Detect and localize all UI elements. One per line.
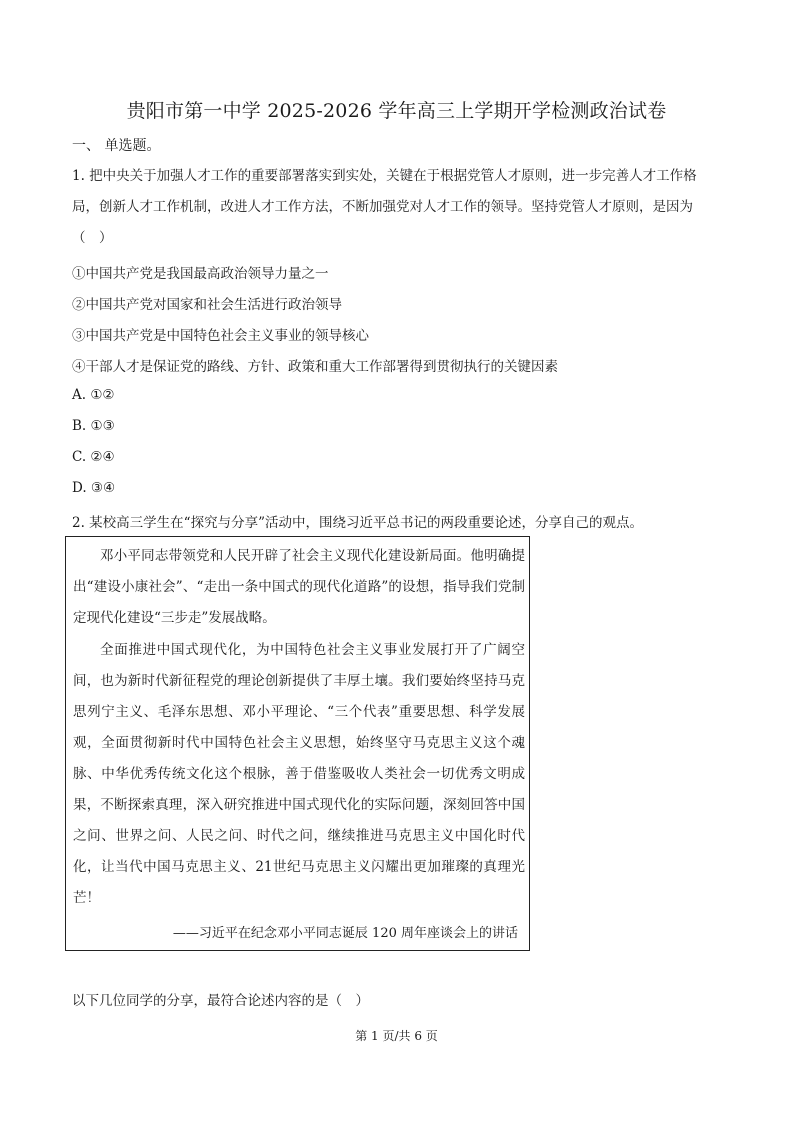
quotation-paragraph-1: 邓小平同志带领党和人民开辟了社会主义现代化建设新局面。他明确提出“建设小康社会”、“走出一条中国式的现代化道路”的设想，指导我们党制定现代化建设“三步走”发展战略。	[73, 548, 525, 626]
quotation-source: ——习近平在纪念邓小平同志诞辰 120 周年座谈会上的讲话	[172, 926, 518, 941]
page-title: 贵阳市第一中学 2025-2026 学年高三上学期开学检测政治试卷	[126, 100, 667, 122]
question-2-followup: 以下几位同学的分享，最符合论述内容的是（ ）	[72, 993, 369, 1009]
quotation-paragraph-2: 全面推进中国式现代化，为中国特色社会主义事业发展打开了广阔空间，也为新时代新征程党的理论创新提供了丰厚土壤。我们要始终坚持马克思列宁主义、毛泽东思想、邓小平理论、“三个代表”重要思想、科学发展观，全面贯彻新时代中国特色社会主义思想，始终坚守马克思主义这个魂脉、中华优秀传统文化这个根脉，善于借鉴吸收人类社会一切优秀文明成果，不断探索真理，深入研究推进中国式现代化的实际问题，深刻回答中国之问、世界之问、人民之问、时代之问，继续推进马克思主义中国化时代化，让当代中国马克思主义、21世纪马克思主义闪耀出更加璀璨的真理光芒！	[73, 642, 525, 906]
q1-item-2: ②中国共产党对国家和社会生活进行政治领导	[72, 297, 342, 313]
q1-option-d: D. ③④	[72, 480, 116, 496]
question-1-stem: 1. 把中央关于加强人才工作的重要部署落实到实处，关键在于根据党管人才原则，进一步完善人才工作格局，创新人才工作机制，改进人才工作方法，不断加强党对人才工作的领导。坚持党管人才原则，是因为（ ）	[72, 168, 697, 246]
section-heading: 一、 单选题。	[72, 138, 161, 154]
q1-option-c: C. ②④	[72, 449, 115, 465]
question-2-stem: 2. 某校高三学生在“探究与分享”活动中，围绕习近平总书记的两段重要论述，分享自己的观点。	[72, 515, 643, 531]
q1-item-4: ④干部人才是保证党的路线、方针、政策和重大工作部署得到贯彻执行的关键因素	[72, 359, 558, 375]
q1-option-b: B. ①③	[72, 418, 115, 434]
page-footer: 第 1 页/共 6 页	[355, 1029, 438, 1043]
q1-item-3: ③中国共产党是中国特色社会主义事业的领导核心	[72, 328, 369, 344]
q1-option-a: A. ①②	[72, 387, 115, 403]
q1-item-1: ①中国共产党是我国最高政治领导力量之一	[72, 266, 329, 282]
